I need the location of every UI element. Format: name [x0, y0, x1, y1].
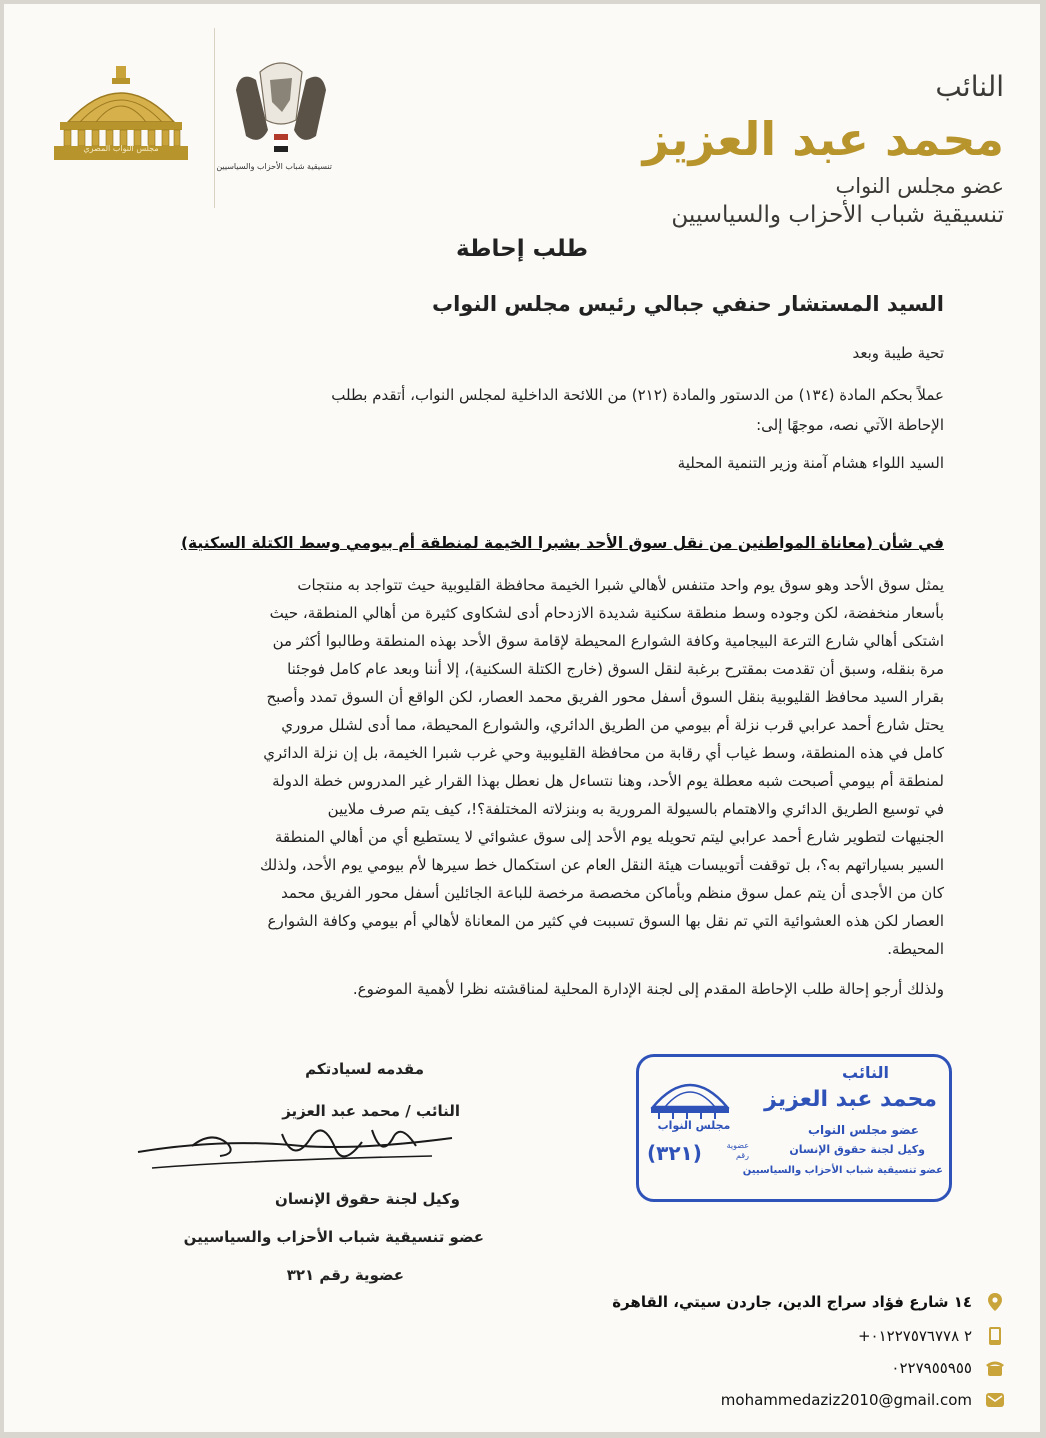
official-stamp: [636, 1054, 952, 1202]
stamp-title: النائب: [842, 1063, 889, 1082]
landline-phone-icon: [986, 1359, 1004, 1377]
greeting: تحية طيبة وبعد: [852, 344, 944, 362]
body-line: الجنيهات لتطوير شارع أحمد عرابي ليتم تحويله يوم الأحد إلى سوق عشوائي لا يستطيع أي من أهالي المنطقة: [274, 828, 944, 846]
topic-line: في شأن (معاناة المواطنين من نقل سوق الأحد بشبرا الخيمة لمنطقة أم بيومي وسط الكتلة السكنية): [180, 534, 944, 552]
footer-address-row: [612, 1290, 1004, 1314]
subject-heading: طلب إحاطة: [455, 236, 589, 262]
body-line: كامل في هذه المنطقة، وسط غياب أي رقابة من محافظة القليوبية وحي غرب شبرا الخيمة، بل إن نزلة الدائري: [263, 744, 944, 762]
intro-line: الإحاطة الآتي نصه، موجهًا إلى:: [756, 416, 944, 434]
footer-mobile: +٢ ٠١٢٢٧٥٧٦٧٧٨: [857, 1327, 972, 1345]
handwritten-signature: [132, 1116, 462, 1186]
stamp-parliament: مجلس النواب: [657, 1119, 731, 1132]
signature-membership-org: عضو تنسيقية شباب الأحزاب والسياسيين: [183, 1228, 484, 1246]
footer-phone-row: [891, 1356, 1004, 1380]
body-line: بأسعار منخفضة، لكن وجوده وسط منطقة سكنية شديدة الازدحام أدى لشكاوى كثيرة من أهالي المنطقة، حيث: [269, 604, 944, 622]
body-line: المحيطة.: [887, 940, 944, 958]
signature-presented: مقدمه لسيادتكم: [305, 1060, 424, 1078]
letter-page: [4, 4, 1040, 1432]
coordination-logo-caption: تنسيقية شباب الأحزاب والسياسيين: [216, 162, 332, 171]
body-line: مرة بنقله، وسبق أن تقدمت بمقترح برغبة لنقل السوق (خارج الكتلة السكنية)، إلا أننا وبعد عام كامل فوجئنا: [287, 660, 944, 678]
body-line: اشتكى أهالي شارع الترعة البيجامية وكافة الشوارع المحيطة لإقامة سوق الأحد بهذه المنطقة وطالبوا أكثر من: [272, 632, 944, 650]
parliament-logo-caption: مجلس النواب المصري: [83, 144, 159, 153]
email-icon: [986, 1391, 1004, 1409]
location-pin-icon: [986, 1293, 1004, 1311]
footer-mobile-row: [858, 1324, 1004, 1348]
body-line: كان من الأجدى أن يتم عمل سوق منظم وبأماكن مخصصة مرخصة للباعة الجائلين أسفل محور الفريق محمد: [281, 884, 944, 902]
body-line: السير بسياراتهم به؟، بل توقفت أتوبيسات هيئة النقل العام عن استكمال خط سيرها لأم بيومي يوم الأحد، ولذلك: [259, 856, 944, 874]
closing-line: ولذلك أرجو إحالة طلب الإحاطة المقدم إلى لجنة الإدارة المحلية لمناقشته نظرا لأهمية الموضوع.: [352, 980, 944, 998]
stamp-membership-label: عضوية رقم: [726, 1141, 749, 1160]
signature-signer: النائب / محمد عبد العزيز: [282, 1102, 460, 1120]
stamp-line2: وكيل لجنة حقوق الإنسان: [789, 1143, 925, 1156]
stamp-line1: عضو مجلس النواب: [807, 1123, 919, 1137]
recipient: السيد اللواء هشام آمنة وزير التنمية المحلية: [677, 454, 944, 472]
stamp-dome-icon: [647, 1067, 733, 1119]
letterhead-divider: [214, 28, 215, 208]
hands-map-icon: [230, 50, 332, 168]
letterhead-title-prefix: النائب: [935, 70, 1004, 103]
letterhead-affiliation: تنسيقية شباب الأحزاب والسياسيين: [671, 202, 1004, 228]
body-line: لمنطقة أم بيومي أصبحت شبه معطلة يوم الأحد، وهنا نتساءل هل نعطل بهذا القرار غير المدروس خطة الدولة: [272, 772, 944, 790]
parliament-logo: [46, 64, 196, 164]
body-line: العصار لكن هذه العشوائية التي تم نقل بها السوق تسببت في كثير من المعاناة لأهالي أم بيومي وكافة الشوارع: [267, 912, 944, 930]
coordination-logo: [216, 50, 332, 184]
stamp-name: محمد عبد العزيز: [764, 1087, 937, 1112]
footer-phone: ٠٢٢٧٩٥٥٩٥٥: [891, 1359, 972, 1377]
footer-email[interactable]: mohammedaziz2010@gmail.com: [720, 1391, 972, 1409]
stamp-membership-no: (٣٢١): [647, 1141, 702, 1165]
addressee: السيد المستشار حنفي جبالي رئيس مجلس النواب: [431, 292, 944, 316]
mobile-phone-icon: [986, 1327, 1004, 1345]
footer-email-row: [721, 1388, 1004, 1412]
body-line: يحتل شارع أحمد عرابي قرب نزلة أم بيومي من الطريق الدائري، والشوارع المحيطة، مما أدى لشلل مروري: [281, 716, 944, 734]
letterhead-role: عضو مجلس النواب: [835, 174, 1004, 198]
intro-line: عملاً بحكم المادة (١٣٤) من الدستور والمادة (٢١٢) من اللائحة الداخلية لمجلس النواب، أتقدم بطلب: [331, 386, 944, 404]
signature-membership-no: عضوية رقم ٣٢١: [286, 1266, 404, 1284]
letterhead-name: محمد عبد العزيز: [642, 112, 1004, 166]
stamp-line3: عضو تنسيقية شباب الأحزاب والسياسيين: [742, 1165, 943, 1176]
signature-position: وكيل لجنة حقوق الإنسان: [275, 1190, 460, 1208]
body-line: يمثل سوق الأحد وهو سوق يوم واحد متنفس لأهالي شبرا الخيمة محافظة القليوبية حيث تتواجد به منتجات: [297, 576, 944, 594]
body-line: في توسيع الطريق الدائري والاهتمام بالسيولة المرورية به وبنزلاته المختلفة؟!، كيف يتم صرف ملايين: [327, 800, 944, 818]
body-line: بقرار السيد محافظ القليوبية بنقل السوق أسفل محور الفريق محمد العصار، لكن الواقع أن السوق تمدد وأصبح: [266, 688, 944, 706]
footer-address: ١٤ شارع فؤاد سراج الدين، جاردن سيتي، القاهرة: [612, 1293, 972, 1311]
